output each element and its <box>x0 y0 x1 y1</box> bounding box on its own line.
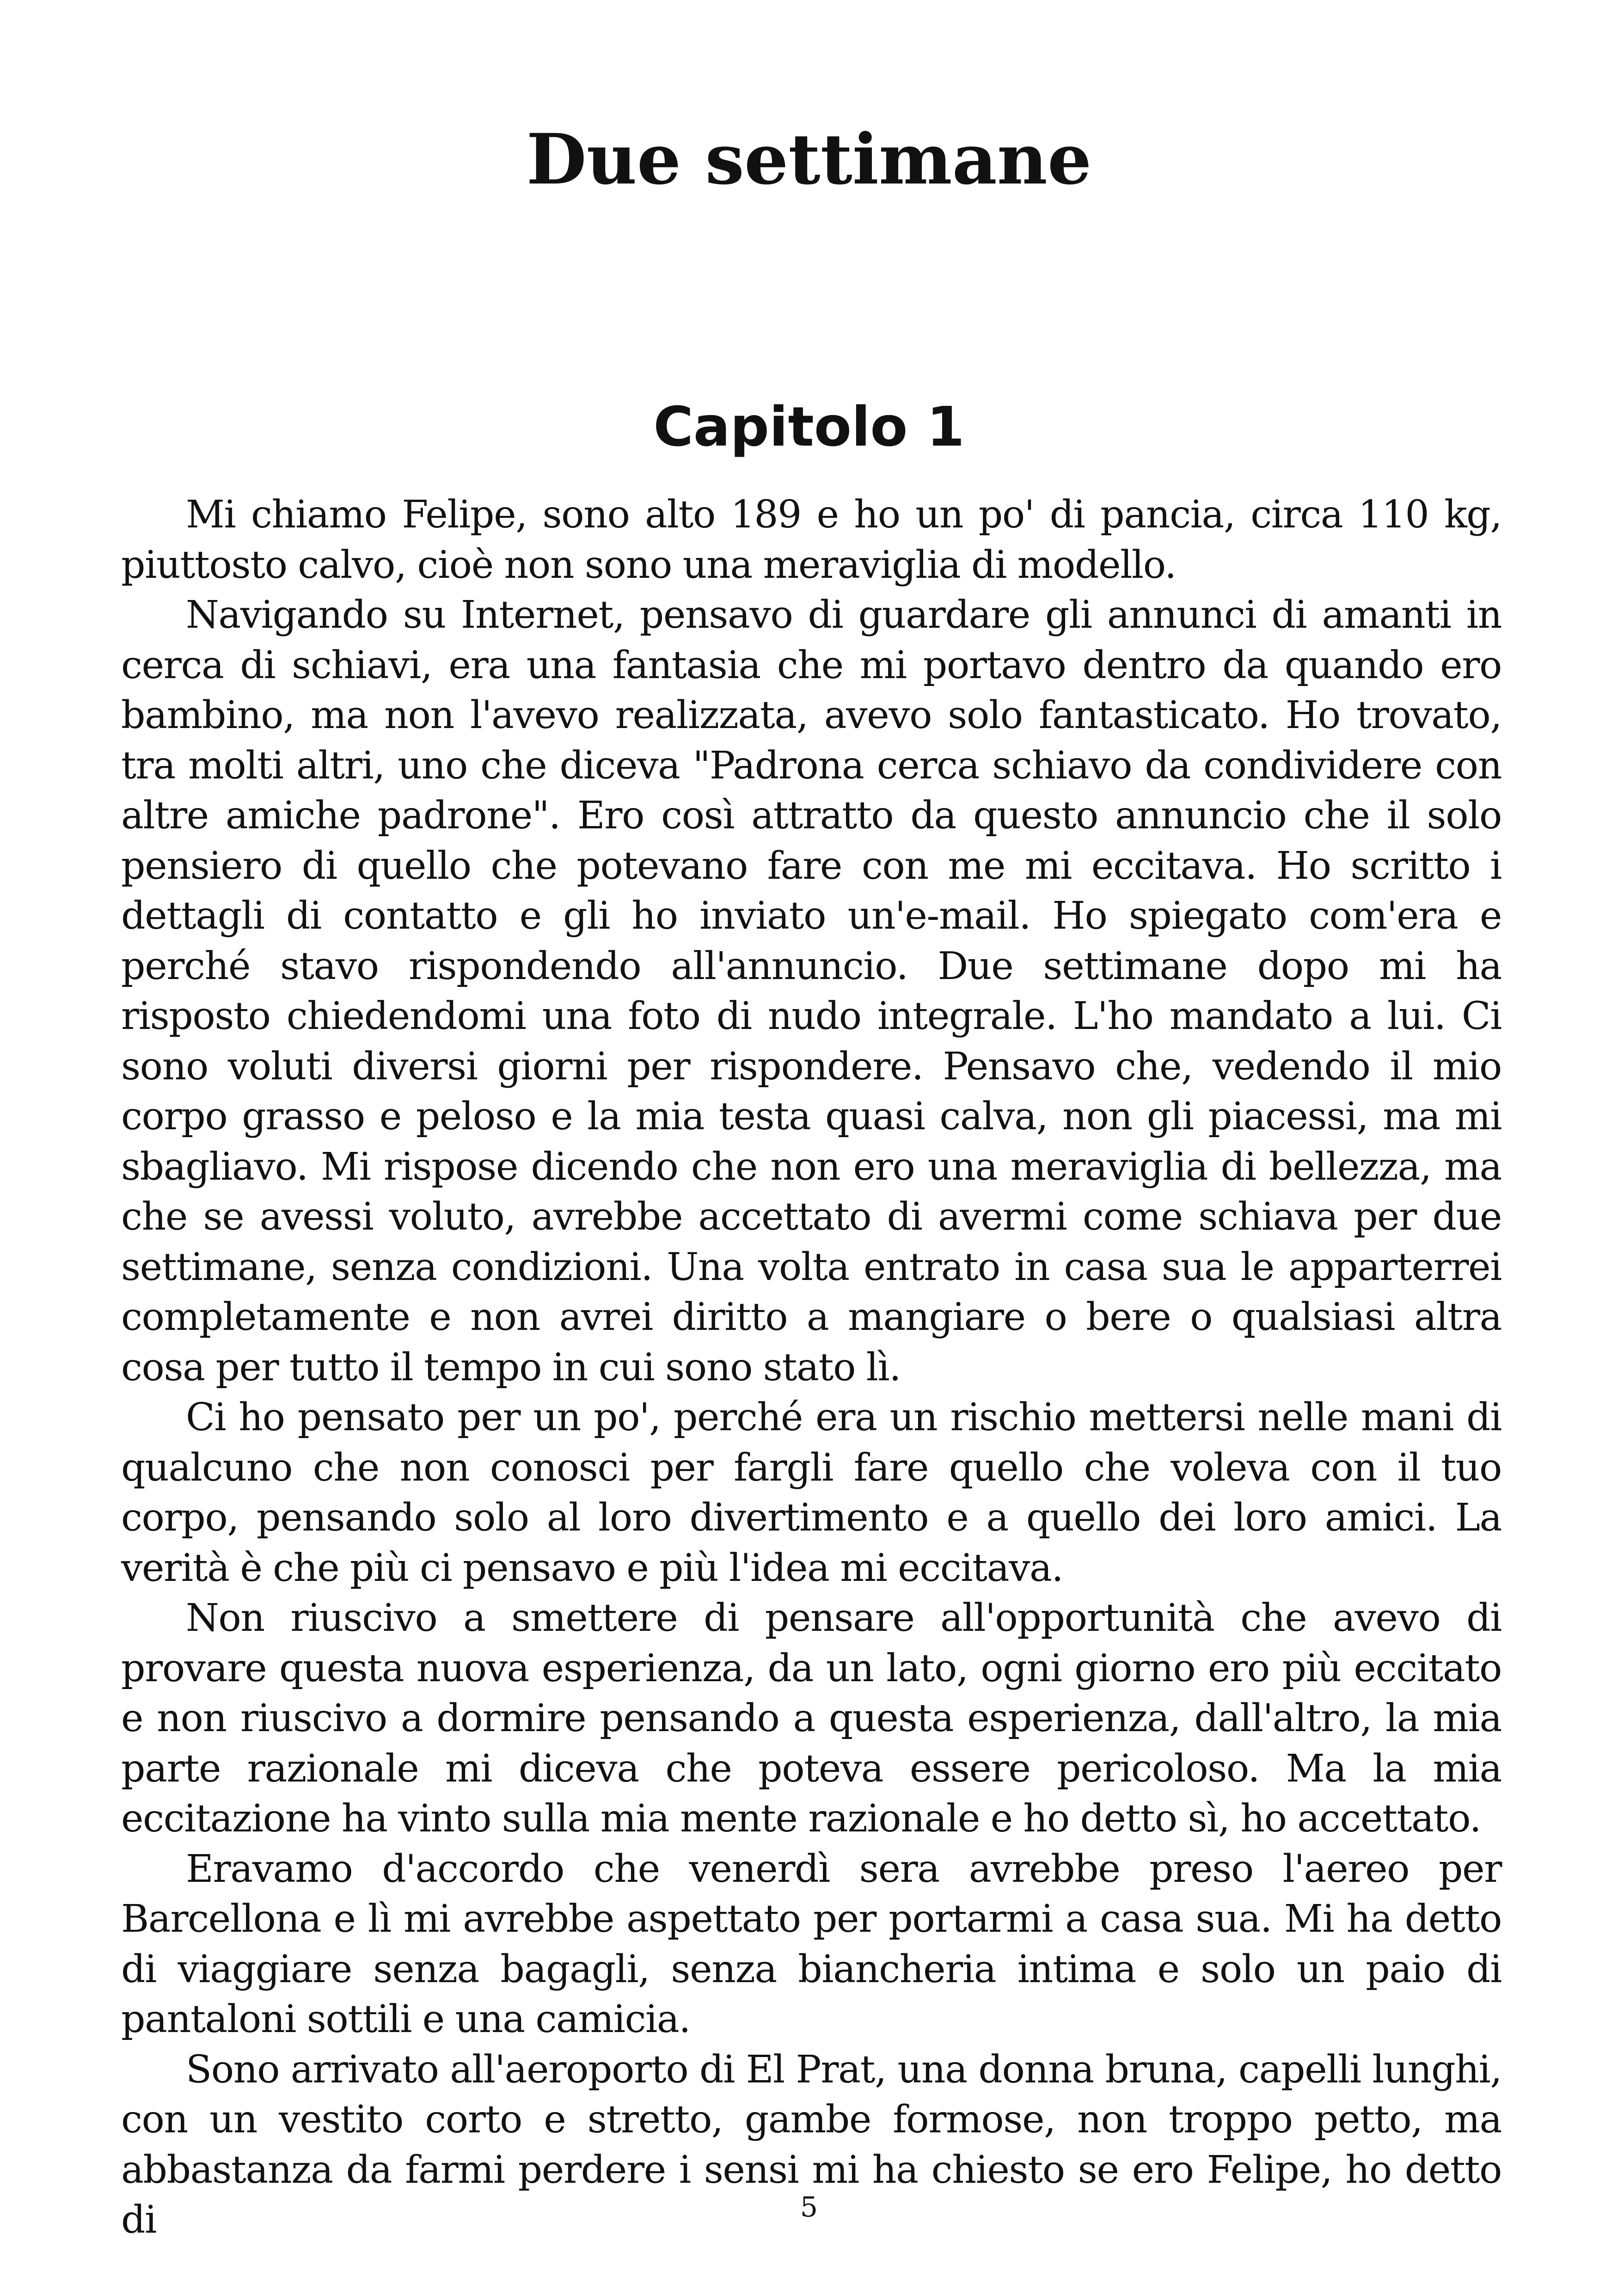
paragraph: Mi chiamo Felipe, sono alto 189 e ho un po' di pancia, circa 110 kg, piuttosto calvo, cioè non sono una meraviglia di modello. <box>121 493 1502 587</box>
chapter-body <box>121 490 1502 2246</box>
paragraph: Ci ho pensato per un po', perché era un rischio mettersi nelle mani di qualcuno che non conosci per fargli fare quello che voleva con il tuo corpo, pensando solo al loro divertimento e a quello dei loro amici. La verità è che più ci pensavo e più l'idea mi eccitava. <box>121 1396 1502 1590</box>
paragraph: Non riuscivo a smettere di pensare all'opportunità che avevo di provare questa nuova esperienza, da un lato, ogni giorno ero più eccitato e non riuscivo a dormire pensando a questa esperienza, dall'altro, la mia parte razionale mi diceva che poteva essere pericoloso. Ma la mia eccitazione ha vinto sulla mia mente razionale e ho detto sì, ho accettato. <box>121 1596 1502 1841</box>
book-title: Due settimane <box>526 119 1092 200</box>
chapter-title: Capitolo 1 <box>653 395 965 459</box>
paragraph: Eravamo d'accordo che venerdì sera avrebbe preso l'aereo per Barcellona e lì mi avrebbe aspettato per portarmi a casa sua. Mi ha detto di viaggiare senza bagagli, senza biancheria intima e solo un paio di pantaloni sottili e una camicia. <box>121 1847 1502 2041</box>
paragraph: Sono arrivato all'aeroporto di El Prat, una donna bruna, capelli lunghi, con un vestito corto e stretto, gambe formose, non troppo petto, ma abbastanza da farmi perdere i sensi mi ha chiesto se ero Felipe, ho detto di <box>121 2047 1502 2242</box>
paragraph: Navigando su Internet, pensavo di guardare gli annunci di amanti in cerca di schiavi, era una fantasia che mi portavo dentro da quando ero bambino, ma non l'avevo realizzata, avevo solo fantasticato. Ho trovato, tra molti altri, uno che diceva "Padrona cerca schiavo da condividere con altre amiche padrone". Ero così attratto da questo annuncio che il solo pensiero di quello che potevano fare con me mi eccitava. Ho scritto i dettagli di contatto e gli ho inviato un'e-mail. Ho spiegato com'era e perché stavo rispondendo all'annuncio. Due settimane dopo mi ha risposto chiedendomi una foto di nudo integrale. L'ho mandato a lui. Ci sono voluti diversi giorni per rispondere. Pensavo che, vedendo il mio corpo grasso e peloso e la mia testa quasi calva, non gli piacessi, ma mi sbagliavo. Mi rispose dicendo che non ero una meraviglia di bellezza, ma che se avessi voluto, avrebbe accettato di avermi come schiava per due settimane, senza condizioni. Una volta entrato in casa sua le apparterrei completamente e non avrei diritto a mangiare o bere o qualsiasi altra cosa per tutto il tempo in cui sono stato lì. <box>121 593 1502 1390</box>
page-number: 5 <box>800 2191 818 2223</box>
